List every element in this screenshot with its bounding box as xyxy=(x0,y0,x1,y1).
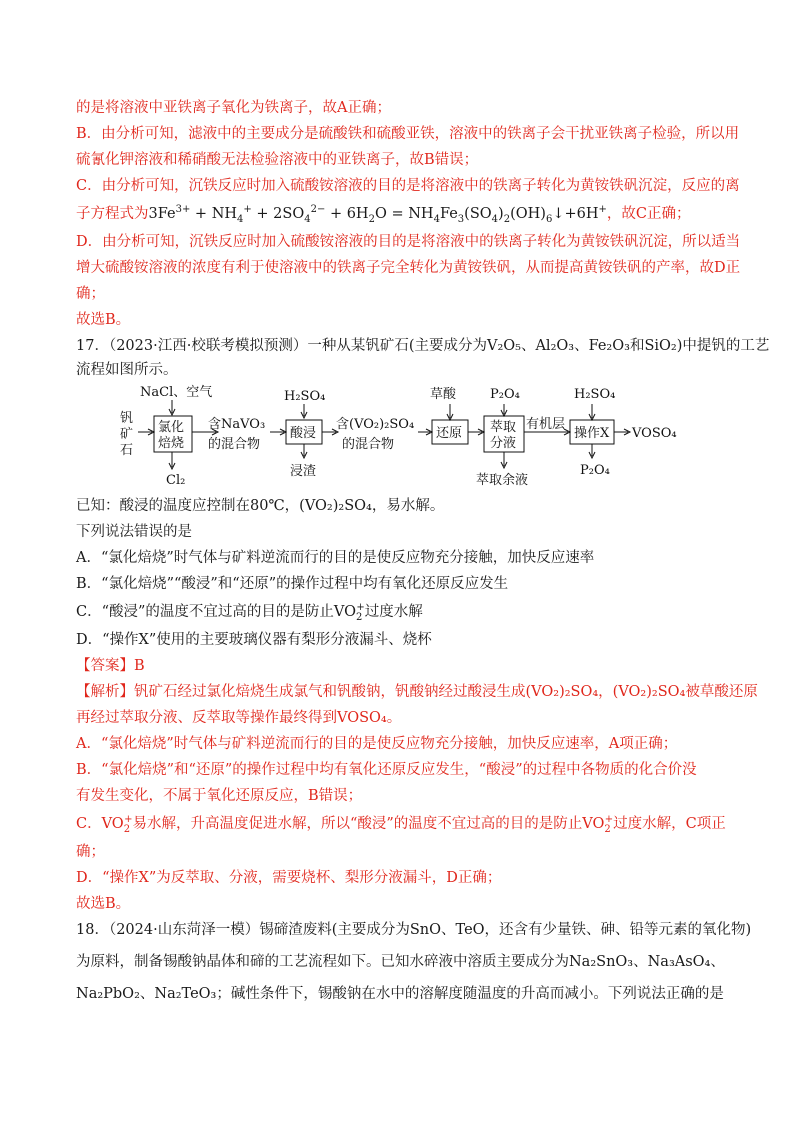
organic-layer-label: 有机层 xyxy=(526,417,566,432)
process-flow-diagram xyxy=(112,382,712,494)
step-label: 焙烧 xyxy=(158,436,185,451)
analysis-line: B．“氯化焙烧”和“还原”的操作过程中均有氧化还原反应发生，“酸浸”的过程中各物质的化合价没 xyxy=(76,762,697,778)
step-label: 分液 xyxy=(490,436,517,451)
step-label: 还原 xyxy=(436,426,463,441)
analysis-line: A．“氯化焙烧”时气体与矿料逆流而行的目的是使反应物充分接触，加快反应速率，A项正确； xyxy=(76,736,678,752)
text-line: B．由分析可知，滤液中的主要成分是硫酸铁和硫酸亚铁，溶液中的铁离子会干扰亚铁离子检验，所以用 xyxy=(76,126,740,142)
question-17-stem: 流程如图所示。 xyxy=(76,362,178,378)
analysis-text: C．VO xyxy=(76,816,124,832)
intermediate-navo3: 含NaVO₃ xyxy=(208,417,266,432)
known-conditions: 已知：酸浸的温度应控制在80℃，(VO₂)₂SO₄，易水解。 xyxy=(76,498,445,514)
equation-prefix: 子方程式为 xyxy=(76,206,149,222)
equation-suffix: ，故C正确； xyxy=(606,206,691,222)
analysis-line: 确； xyxy=(76,844,105,860)
option-d: D．“操作X”使用的主要玻璃仪器有梨形分液漏斗、烧杯 xyxy=(76,632,432,648)
question-18-stem: Na₂PbO₂、Na₂TeO₃；碱性条件下，锡酸钠在水中的溶解度随温度的升高而减小。下列说法正确的是 xyxy=(76,986,724,1002)
question-18-stem: 18．（2024·山东菏泽一模）锡碲渣废料(主要成分为SnO、TeO，还含有少量铁、砷、铅等元素的氧化物) xyxy=(76,922,752,938)
option-c: C．“酸浸”的温度不宜过高的目的是防止$VO_2^+$过度水解 xyxy=(76,602,423,623)
option-b: B．“氯化焙烧”“酸浸”和“还原”的操作过程中均有氧化还原反应发生 xyxy=(76,576,509,592)
text-line: 故选B。 xyxy=(76,312,131,328)
answer: 【答案】B xyxy=(76,658,145,674)
intermediate-navo3: 的混合物 xyxy=(208,437,261,452)
output-raffinate: 萃取余液 xyxy=(476,473,529,488)
option-c-text: 过度水解 xyxy=(364,604,423,620)
reagent-oxalic-acid: 草酸 xyxy=(430,387,457,402)
question-18-stem: 为原料，制备锡酸钠晶体和碲的工艺流程如下。已知水碎液中溶质主要成分为Na₂SnO₃、Na₃AsO₄、 xyxy=(76,954,725,970)
analysis-text: 易水解，升高温度促进水解，所以“酸浸”的温度不宜过高的目的是防止VO xyxy=(132,816,605,832)
text-line: 确； xyxy=(76,286,105,302)
text-line: C．由分析可知，沉铁反应时加入硫酸铵溶液的目的是将溶液中的铁离子转化为黄铵铁矾沉淀，反应的离 xyxy=(76,178,740,194)
step-label: 酸浸 xyxy=(290,426,317,441)
text-line: 硫氰化钾溶液和稀硝酸无法检验溶液中的亚铁离子，故B错误； xyxy=(76,152,479,168)
intermediate-vo2so4: 的混合物 xyxy=(342,437,395,452)
option-c-text: C．“酸浸”的温度不宜过高的目的是防止VO xyxy=(76,604,357,620)
step-label: 操作X xyxy=(574,426,610,441)
analysis-text: 过度水解，C项正 xyxy=(613,816,726,832)
output-p2o4: P₂O₄ xyxy=(580,463,610,478)
product-voso4: VOSO₄ xyxy=(632,426,677,441)
text-line-equation xyxy=(76,204,736,224)
analysis-line: D．“操作X”为反萃取、分液，需要烧杯、梨形分液漏斗，D正确； xyxy=(76,870,502,886)
input-nacl-air: NaCl、空气 xyxy=(140,385,213,400)
analysis-line: 故选B。 xyxy=(76,896,131,912)
question-prompt: 下列说法错误的是 xyxy=(76,524,192,540)
analysis-line: C．$VO_2^+$易水解，升高温度促进水解，所以“酸浸”的温度不宜过高的目的是防止$VO_2^+$过度水解，C项正 xyxy=(76,814,726,835)
reagent-p2o4: P₂O₄ xyxy=(490,387,520,402)
ore-label: 钒 xyxy=(120,411,134,426)
text-line: D．由分析可知，沉铁反应时加入硫酸铵溶液的目的是将溶液中的铁离子转化为黄铵铁矾沉淀，所以适当 xyxy=(76,234,741,250)
output-residue: 浸渣 xyxy=(290,464,317,479)
analysis-line: 再经过萃取分液、反萃取等操作最终得到VOSO₄。 xyxy=(76,710,402,726)
reagent-h2so4: H₂SO₄ xyxy=(284,389,326,404)
reagent-h2so4: H₂SO₄ xyxy=(574,387,616,402)
step-label: 萃取 xyxy=(490,420,517,435)
output-cl2: Cl₂ xyxy=(166,473,186,488)
step-label: 氯化 xyxy=(158,420,185,435)
text-line: 的是将溶液中亚铁离子氧化为铁离子，故A正确； xyxy=(76,100,391,116)
question-17-stem: 17．（2023·江西·校联考模拟预测）一种从某钒矿石(主要成分为V₂O₅、Al₂O₃、Fe₂O₃和SiO₂)中提钒的工艺 xyxy=(76,338,770,354)
ore-label: 石 xyxy=(120,443,134,458)
text-line: 增大硫酸铵溶液的浓度有利于使溶液中的铁离子完全转化为黄铵铁矾，从而提高黄铵铁矾的产率，故D正 xyxy=(76,260,741,276)
analysis-line: 有发生变化，不属于氧化还原反应，B错误； xyxy=(76,788,363,804)
ionic-equation: $3Fe^{3+} + NH_4^+ + 2SO_4^{2-} + 6H_2O$ = $NH_4Fe_3(SO_4)_2(OH)_6↓+6H^+$ xyxy=(148,204,607,225)
ore-label: 矿 xyxy=(120,427,134,442)
option-a: A．“氯化焙烧”时气体与矿料逆流而行的目的是使反应物充分接触，加快反应速率 xyxy=(76,550,595,566)
intermediate-vo2so4: 含(VO₂)₂SO₄ xyxy=(336,417,415,432)
analysis-line: 【解析】钒矿石经过氯化焙烧生成氯气和钒酸钠，钒酸钠经过酸浸生成(VO₂)₂SO₄，(VO₂)₂SO₄被草酸还原 xyxy=(76,684,758,700)
